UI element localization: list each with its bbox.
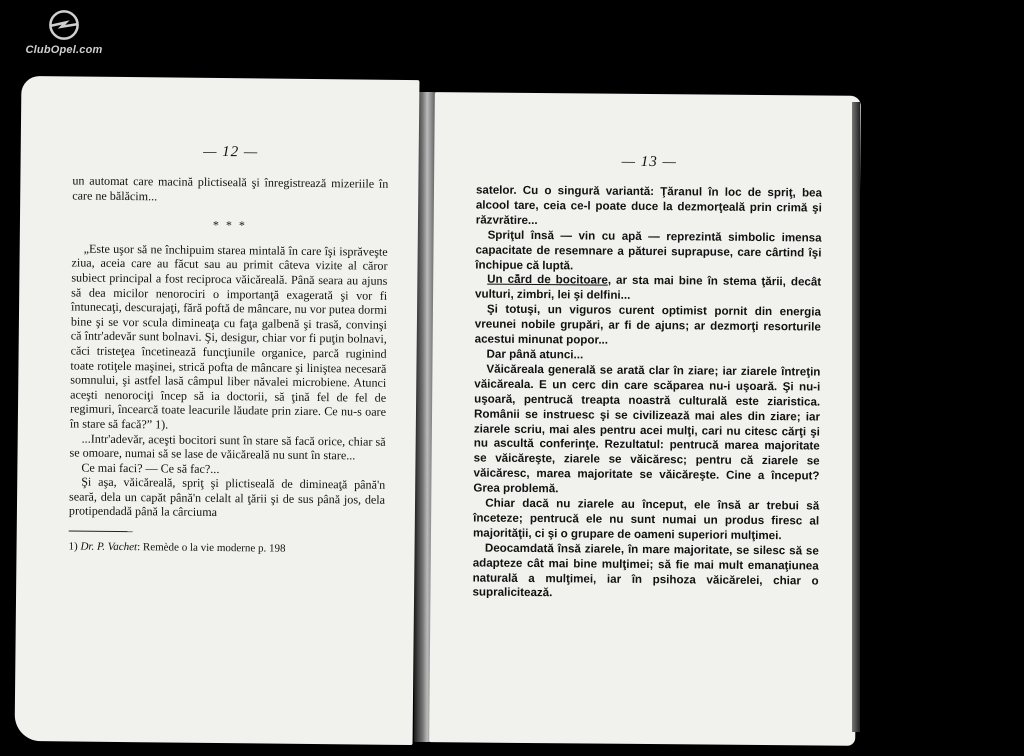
paragraph: Şi totuşi, un viguros curent optimist pornit din energia vreunei nobile grupări, ar fi de ajuns; ar dezmorţi resorturile acestui minunat popor... [474,302,821,347]
left-page [15,76,420,745]
paragraph: Dar până atunci... [486,347,584,362]
footnote-number: 1) [68,540,78,553]
right-page [429,92,861,746]
page-body [68,173,388,557]
paragraph: un automat care macină plictiseală şi înregistrează mizeriile în care ne bălăcim... [72,173,389,203]
paragraph: „Este uşor să ne închipuim starea mintală în care îşi isprăveşte ziua, aceia care au făcut sau au primit câteva vizite al căror subiect principal a fost reciproca văicăreală. Până seara au ajuns să dea micilor nenorociri o importanţă exagerată şi vor fi întunecaţi, descurajaţi, fără poftă de mâncare, nu vor putea dormi bine şi se vor scula dimineaţa cu faţa galbenă şi trasă, convinşi că într'adevăr sunt bolnavi. Şi, desigur, chiar vor fi puţin bolnavi, căci tristeţea încetinează funcţiunile organice, parcă ruginind toate rotiţele maşinei, strică pofta de mâncare şi liniştea necesară somnului, şi astfel lasă câmpul liber năvalei microbiene. Atunci aceşti nenorociţi încep să ia doctorii, să ţină fel de fel de regimuri, încearcă toate leacurile lăudate prin ziare. Ce nu-s oare în stare să facă?” 1). [69,241,388,432]
paragraph: Ce mai faci? — Ce să fac?... [81,460,220,476]
paragraph-rest: , ar sta mai bine în stema ţării, decât vulturi, zimbri, lei şi delfini... [475,274,822,303]
underlined-phrase: Un câ̌rd de bocitoare [487,273,608,288]
page-edge [852,102,860,732]
paragraph: ...Intr'adevăr, aceşti bocitori sunt în stare să facă orice, chiar să se omoare, numai să se lase de văicăreală nu sunt în stare... [69,431,386,463]
footnote [68,540,384,558]
paragraph: Deocamdată însă ziarele, în mare majoritate, se silesc să se adapteze cât mai bine mulţimei; să fie mai mult emanaţiunea naturală a mulţimei, iar în psihoza văicărelei, chiar o supraliciteazǎ. [472,541,819,600]
opel-logo-icon [47,8,81,42]
paragraph: Şi aşa, văicăreală, spriţ şi plictiseală de dimineaţă până'n seară, dela un capăt până'n celalt al ţării şi de sus până jos, dela protipendadă până la cârciuma [68,474,386,520]
paragraph: Chiar dacă nu ziarele au început, ele însă ar trebui să înceteze; pentrucă ele nu sunt numai un produs firesc al majorităţii, ci şi o grupare de oameni superiori mulţimei. [472,496,820,543]
page-number: — 12 — [203,143,259,161]
paragraph: Spriţul însă — vin cu apă — reprezintă simbolic imensa capacitate de resemnare a păturei suprapuse, care cârtind îşi închipue că luptă. [475,228,822,272]
page-body [472,184,822,604]
footnote-author: Dr. P. Vachet [80,540,138,554]
footnote-rule [69,531,133,533]
footnote-text: : Remède o la vie moderne p. 198 [137,541,286,555]
page-number: — 13 — [621,153,677,171]
paragraph: Văicăreala generală se arată clar în ziare; iar ziarele întreţin văicăreala. E un cerc din care scăparea nu-i uşoară. Şi nu-i uşoară, pentrucă treapta noastră culturală este ziaristica. Românii se instruesc şi se civilizează mai ales din ziare; iar ziarele scriu, mai ales pentru acei mulţi, cari nu citesc cărţi şi nu ascultă conferinţe. Rezultatul: pentrucă marea majoritate se văicăreşte, ziarele se văicăresc; pentru că ziarele se văicăresc, marea majoritate se văicăreşte. Cine a început? Grea problemă. [473,362,821,496]
paragraph: satelor. Cu o singură variantă: Ţăranul în loc de spriţ, bea alcool tare, ceia ce-l poate duce la dezmorţeală prin crimă şi răzvrătire... [475,183,823,227]
watermark [14,8,114,68]
section-separator: * * * [212,218,248,233]
watermark-text: ClubOpel.com [25,44,103,56]
paragraph [475,273,821,306]
